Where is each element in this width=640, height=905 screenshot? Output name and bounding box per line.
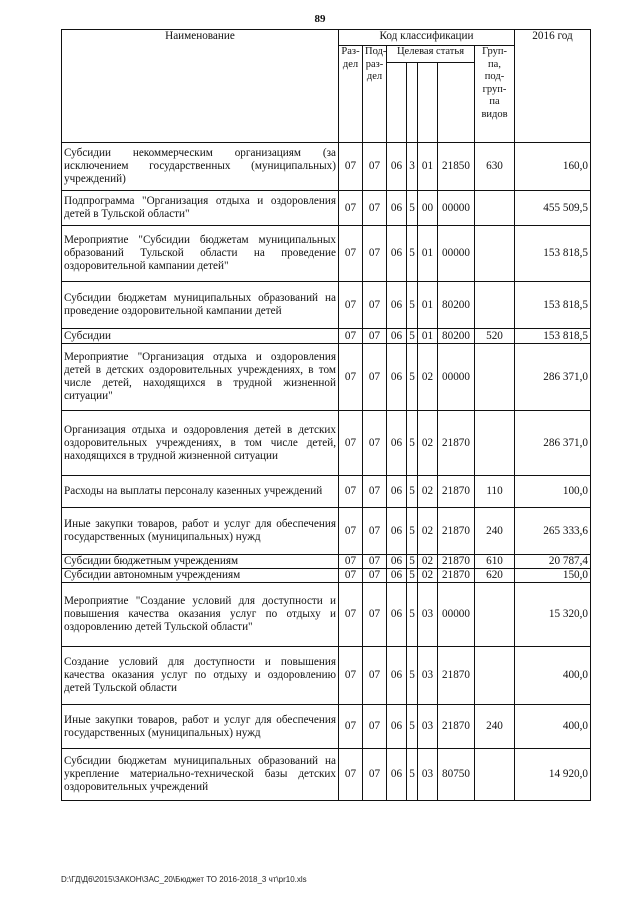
row-amount: 150,0 [515, 569, 591, 583]
page-number: 89 [314, 13, 326, 25]
row-expense-type: 610 [475, 555, 515, 569]
row-program: 06 [387, 476, 407, 508]
table-row [62, 555, 591, 569]
row-event: 01 [418, 282, 438, 329]
table-row [62, 344, 591, 411]
row-subsection: 07 [363, 282, 387, 329]
row-section: 07 [339, 569, 363, 583]
row-subsection: 07 [363, 191, 387, 226]
row-name: Мероприятие "Организация отдыха и оздоровления детей в детских оздоровительных учреждениях, в том числе детей, находящихся в трудной жизненной ситуации" [62, 344, 339, 411]
row-amount: 14 920,0 [515, 749, 591, 801]
row-section: 07 [339, 705, 363, 749]
row-subprogram: 5 [407, 647, 418, 705]
row-direction: 21870 [438, 476, 475, 508]
row-section: 07 [339, 191, 363, 226]
row-event: 02 [418, 476, 438, 508]
table-row [62, 282, 591, 329]
header-name: Наименование [62, 30, 339, 143]
row-subsection: 07 [363, 647, 387, 705]
row-event: 03 [418, 705, 438, 749]
row-expense-type: 240 [475, 705, 515, 749]
row-program: 06 [387, 329, 407, 344]
table-row [62, 749, 591, 801]
row-direction: 80200 [438, 282, 475, 329]
row-amount: 455 509,5 [515, 191, 591, 226]
row-name: Создание условий для доступности и повышения качества оказания услуг по отдыху и оздоровлению детей Тульской области [62, 647, 339, 705]
row-section: 07 [339, 329, 363, 344]
row-direction: 21870 [438, 411, 475, 476]
row-amount: 286 371,0 [515, 344, 591, 411]
row-program: 06 [387, 344, 407, 411]
row-name: Мероприятие "Субсидии бюджетам муниципальных образований Тульской области на проведение оздоровительной кампании детей" [62, 226, 339, 282]
row-direction: 80750 [438, 749, 475, 801]
row-subsection: 07 [363, 411, 387, 476]
header-year: 2016 год [515, 30, 591, 143]
row-subprogram: 5 [407, 411, 418, 476]
row-section: 07 [339, 749, 363, 801]
header-section: Раз- дел [339, 46, 363, 143]
row-program: 06 [387, 569, 407, 583]
row-subprogram: 5 [407, 508, 418, 555]
row-direction: 00000 [438, 583, 475, 647]
row-section: 07 [339, 143, 363, 191]
table-row [62, 569, 591, 583]
budget-table [61, 29, 591, 801]
row-program: 06 [387, 226, 407, 282]
row-section: 07 [339, 647, 363, 705]
header-subsection: Под- раз- дел [363, 46, 387, 143]
row-subprogram: 5 [407, 329, 418, 344]
row-expense-type: 240 [475, 508, 515, 555]
row-event: 03 [418, 583, 438, 647]
table-row [62, 191, 591, 226]
row-subprogram: 5 [407, 555, 418, 569]
row-event: 01 [418, 143, 438, 191]
row-program: 06 [387, 143, 407, 191]
row-expense-type [475, 583, 515, 647]
row-section: 07 [339, 344, 363, 411]
row-expense-type: 620 [475, 569, 515, 583]
row-amount: 20 787,4 [515, 555, 591, 569]
row-amount: 400,0 [515, 647, 591, 705]
row-subsection: 07 [363, 508, 387, 555]
header-target-article-blank [418, 63, 438, 143]
row-name: Субсидии некоммерческим организациям (за исключением государственных (муниципальных) учреждений) [62, 143, 339, 191]
row-program: 06 [387, 555, 407, 569]
row-name: Мероприятие "Создание условий для доступности и повышения качества оказания услуг по отдыху и оздоровлению детей Тульской области" [62, 583, 339, 647]
header-target-article: Целевая статья [387, 46, 475, 63]
row-expense-type [475, 749, 515, 801]
header-target-article-blank [438, 63, 475, 143]
table-row [62, 226, 591, 282]
file-path-footer: D:\ГД\Д6\2015\ЗАКОН\ЗАС_20\Бюджет ТО 2016-2018_3 чт\pr10.xls [61, 875, 307, 884]
row-subprogram: 5 [407, 705, 418, 749]
row-subsection: 07 [363, 476, 387, 508]
row-amount: 100,0 [515, 476, 591, 508]
row-program: 06 [387, 508, 407, 555]
row-amount: 15 320,0 [515, 583, 591, 647]
row-program: 06 [387, 647, 407, 705]
row-name: Иные закупки товаров, работ и услуг для обеспечения государственных (муниципальных) нужд [62, 508, 339, 555]
row-subsection: 07 [363, 143, 387, 191]
row-amount: 160,0 [515, 143, 591, 191]
row-name: Субсидии автономным учреждениям [62, 569, 339, 583]
header-target-article-blank [387, 63, 407, 143]
row-program: 06 [387, 705, 407, 749]
table-row [62, 508, 591, 555]
row-direction: 21870 [438, 555, 475, 569]
row-subsection: 07 [363, 344, 387, 411]
row-subprogram: 5 [407, 476, 418, 508]
row-event: 02 [418, 569, 438, 583]
row-subsection: 07 [363, 569, 387, 583]
row-direction: 21870 [438, 647, 475, 705]
row-subprogram: 5 [407, 749, 418, 801]
row-section: 07 [339, 411, 363, 476]
row-event: 00 [418, 191, 438, 226]
row-section: 07 [339, 583, 363, 647]
row-subsection: 07 [363, 226, 387, 282]
row-section: 07 [339, 226, 363, 282]
table-row [62, 476, 591, 508]
table-row [62, 329, 591, 344]
table-row [62, 583, 591, 647]
row-expense-type [475, 411, 515, 476]
row-event: 02 [418, 344, 438, 411]
table-body [62, 143, 591, 801]
row-program: 06 [387, 749, 407, 801]
row-subprogram: 5 [407, 583, 418, 647]
row-subsection: 07 [363, 555, 387, 569]
row-event: 03 [418, 647, 438, 705]
row-section: 07 [339, 476, 363, 508]
row-event: 01 [418, 226, 438, 282]
table-row [62, 647, 591, 705]
row-subsection: 07 [363, 749, 387, 801]
row-event: 02 [418, 555, 438, 569]
row-direction: 80200 [438, 329, 475, 344]
table-row [62, 705, 591, 749]
row-event: 03 [418, 749, 438, 801]
row-name: Субсидии бюджетам муниципальных образований на проведение оздоровительной кампании детей [62, 282, 339, 329]
row-name: Субсидии бюджетам муниципальных образований на укрепление материально-технической базы детских оздоровительных учреждений [62, 749, 339, 801]
row-expense-type [475, 191, 515, 226]
row-expense-type [475, 226, 515, 282]
row-event: 02 [418, 508, 438, 555]
row-expense-type: 630 [475, 143, 515, 191]
header-expense-group: Груп- па, под- груп- па видов [475, 46, 515, 143]
table-row [62, 143, 591, 191]
row-direction: 00000 [438, 226, 475, 282]
header-target-article-blank [407, 63, 418, 143]
row-amount: 286 371,0 [515, 411, 591, 476]
row-subsection: 07 [363, 329, 387, 344]
row-amount: 153 818,5 [515, 226, 591, 282]
row-subprogram: 5 [407, 226, 418, 282]
row-expense-type [475, 282, 515, 329]
row-name: Подпрограмма "Организация отдыха и оздоровления детей в Тульской области" [62, 191, 339, 226]
row-program: 06 [387, 583, 407, 647]
row-section: 07 [339, 508, 363, 555]
row-subprogram: 5 [407, 282, 418, 329]
row-expense-type [475, 344, 515, 411]
row-subprogram: 5 [407, 191, 418, 226]
row-section: 07 [339, 555, 363, 569]
row-section: 07 [339, 282, 363, 329]
row-expense-type [475, 647, 515, 705]
row-amount: 265 333,6 [515, 508, 591, 555]
row-direction: 21870 [438, 705, 475, 749]
row-event: 01 [418, 329, 438, 344]
row-name: Субсидии бюджетным учреждениям [62, 555, 339, 569]
row-direction: 00000 [438, 191, 475, 226]
row-expense-type: 520 [475, 329, 515, 344]
table-row [62, 411, 591, 476]
row-direction: 21850 [438, 143, 475, 191]
row-direction: 00000 [438, 344, 475, 411]
row-subprogram: 3 [407, 143, 418, 191]
row-direction: 21870 [438, 569, 475, 583]
row-expense-type: 110 [475, 476, 515, 508]
row-amount: 400,0 [515, 705, 591, 749]
row-amount: 153 818,5 [515, 329, 591, 344]
row-event: 02 [418, 411, 438, 476]
row-subsection: 07 [363, 705, 387, 749]
row-program: 06 [387, 282, 407, 329]
row-name: Организация отдыха и оздоровления детей в детских оздоровительных учреждениях, в том числе детей, находящихся в трудной жизненной ситуации [62, 411, 339, 476]
header-code-group: Код классификации [339, 30, 515, 46]
row-program: 06 [387, 191, 407, 226]
row-subprogram: 5 [407, 569, 418, 583]
row-name: Субсидии [62, 329, 339, 344]
row-amount: 153 818,5 [515, 282, 591, 329]
row-subprogram: 5 [407, 344, 418, 411]
row-name: Иные закупки товаров, работ и услуг для обеспечения государственных (муниципальных) нужд [62, 705, 339, 749]
row-direction: 21870 [438, 508, 475, 555]
row-program: 06 [387, 411, 407, 476]
row-subsection: 07 [363, 583, 387, 647]
row-name: Расходы на выплаты персоналу казенных учреждений [62, 476, 339, 508]
